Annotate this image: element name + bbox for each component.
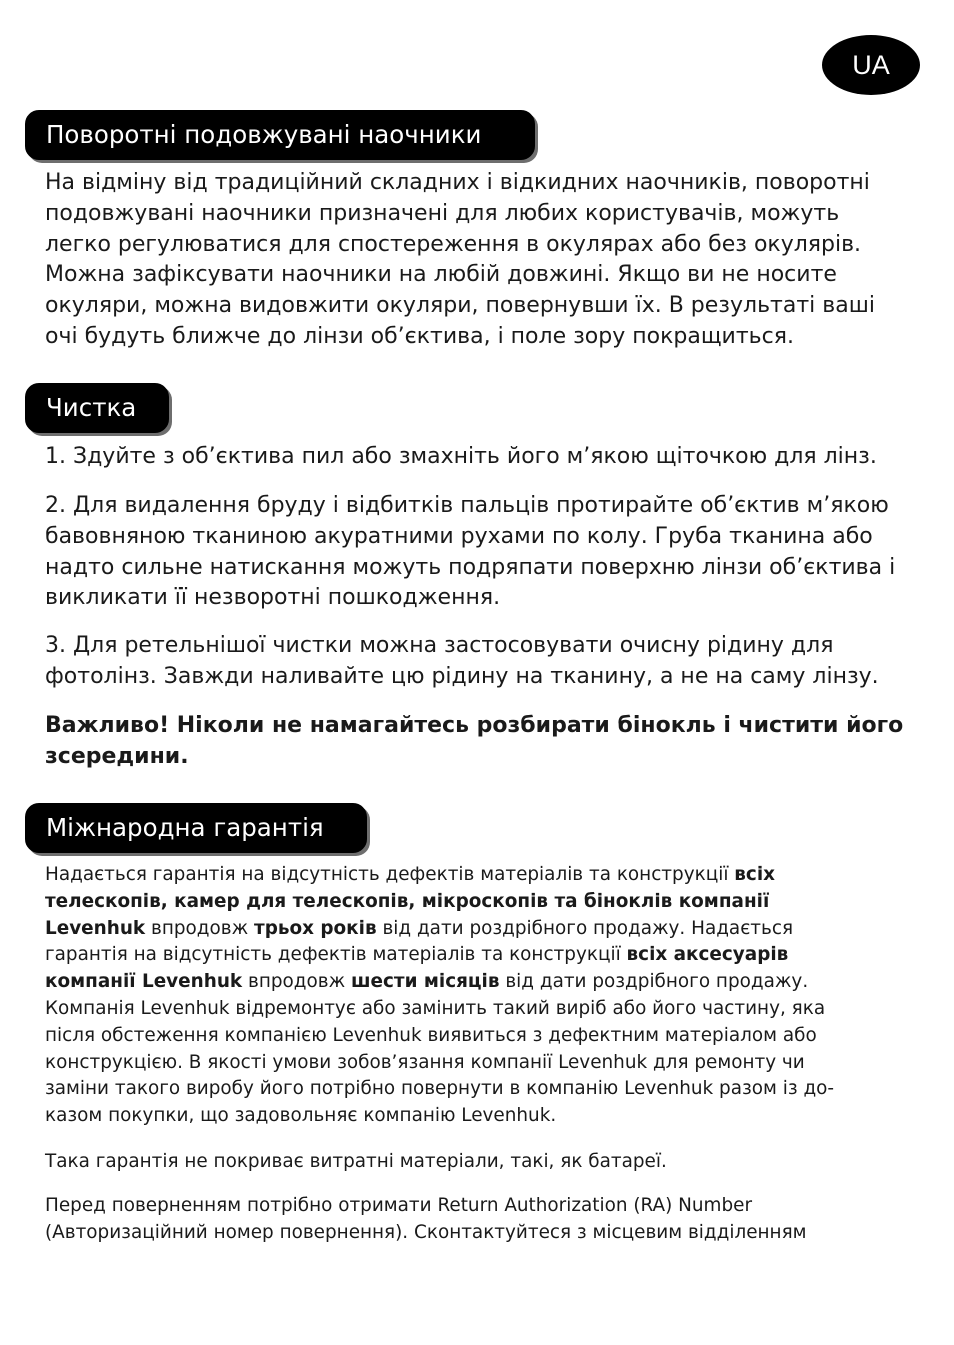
- text-line: 1. Здуйте з об’єктива пил або змахніть його м’якою щіточкою для лінз.: [45, 444, 877, 469]
- text-line: конструкцією. В якості умови зобов’язання компанії Levenhuk для ремонту чи: [45, 1051, 805, 1073]
- text-line: Перед поверненням потрібно отримати Return Authorization (RA) Number: [45, 1195, 753, 1216]
- language-badge: UA: [822, 35, 920, 95]
- text-line: після обстеження компанією Levenhuk виявиться з дефектним матеріалом або: [45, 1024, 817, 1046]
- text-line: [45, 969, 834, 996]
- text-line: викликати її незворотні пошкодження.: [45, 585, 501, 611]
- text-run: гарантія на відсутність дефектів матеріалів та конструкції: [45, 944, 627, 966]
- text-line: зсередини.: [45, 743, 189, 769]
- text-line: Така гарантія не покриває витратні матеріали, такі, як батареї.: [45, 1151, 667, 1172]
- text-run: від дати роздрібного продажу. Надається: [376, 917, 794, 939]
- text-line: надто сильне натискання можуть подряпати поверхню лінзи об’єктива і: [45, 554, 896, 580]
- section-header-cleaning: Чистка: [25, 383, 169, 433]
- text-line: подовжувані наочники призначені для любих користувачів, можуть: [45, 200, 840, 226]
- warranty-paragraph-3: [45, 1193, 807, 1247]
- text-line: Важливо! Ніколи не намагайтесь розбирати бінокль і чистити його: [45, 713, 904, 738]
- cleaning-warning: [45, 711, 903, 773]
- text-run-bold: всіх: [734, 864, 775, 885]
- text-line: окуляри, можна видовжити окуляри, повернувши їх. В результаті ваші: [45, 293, 875, 319]
- text-line: Можна зафіксувати наочники на любій довжині. Якщо ви не носите: [45, 262, 837, 288]
- text-line: [45, 942, 834, 969]
- cleaning-step-1: [45, 442, 877, 473]
- text-line: казом покупки, що задовольняє компанію Levenhuk.: [45, 1105, 557, 1127]
- cleaning-step-3: [45, 631, 879, 693]
- text-line: (Авторизаційний номер повернення). Сконтактуйтеся з місцевим відділенням: [45, 1221, 807, 1243]
- text-run: впродовж: [145, 917, 255, 939]
- section-header-eyecups: Поворотні подовжувані наочники: [25, 110, 535, 160]
- text-line: [45, 862, 834, 889]
- text-line: [45, 916, 834, 943]
- text-line: На відміну від традиційний складних і відкидних наочників, поворотні: [45, 170, 870, 195]
- text-line: Компанія Levenhuk відремонтує або замінить такий виріб або його частину, яка: [45, 997, 826, 1019]
- text-line: телескопів, камер для телескопів, мікроскопів та біноклів компанії: [45, 890, 770, 912]
- text-line: бавовняною тканиною акуратними рухами по колу. Груба тканина або: [45, 523, 873, 549]
- text-run-bold: трьох років: [254, 917, 377, 939]
- text-line: легко регулюватися для спостереження в окулярах або без окулярів.: [45, 231, 862, 257]
- text-run-bold: компанії Levenhuk: [45, 971, 243, 993]
- text-line: фотолінз. Завжди наливайте цю рідину на тканину, а не на саму лінзу.: [45, 663, 879, 689]
- text-line: очі будуть ближче до лінзи об’єктива, і поле зору покращиться.: [45, 323, 794, 349]
- text-run-bold: шести місяців: [351, 971, 500, 993]
- text-run: впродовж: [242, 971, 352, 993]
- cleaning-step-2: [45, 491, 895, 614]
- section-header-warranty: Міжнародна гарантія: [25, 803, 367, 853]
- text-line: 2. Для видалення бруду і відбитків пальців протирайте об’єктив м’якою: [45, 493, 889, 518]
- text-run: від дати роздрібного продажу.: [499, 971, 809, 993]
- warranty-paragraph-1: [45, 862, 834, 1130]
- text-line: заміни такого виробу його потрібно повернути в компанію Levenhuk разом із до-: [45, 1078, 835, 1100]
- text-run-bold: Levenhuk: [45, 917, 146, 939]
- eyecups-paragraph: [45, 168, 875, 353]
- warranty-paragraph-2: [45, 1149, 667, 1176]
- text-run: Надається гарантія на відсутність дефектів матеріалів та конструкції: [45, 864, 735, 885]
- text-line: 3. Для ретельнішої чистки можна застосовувати очисну рідину для: [45, 633, 834, 658]
- text-run-bold: всіх аксесуарів: [626, 944, 789, 966]
